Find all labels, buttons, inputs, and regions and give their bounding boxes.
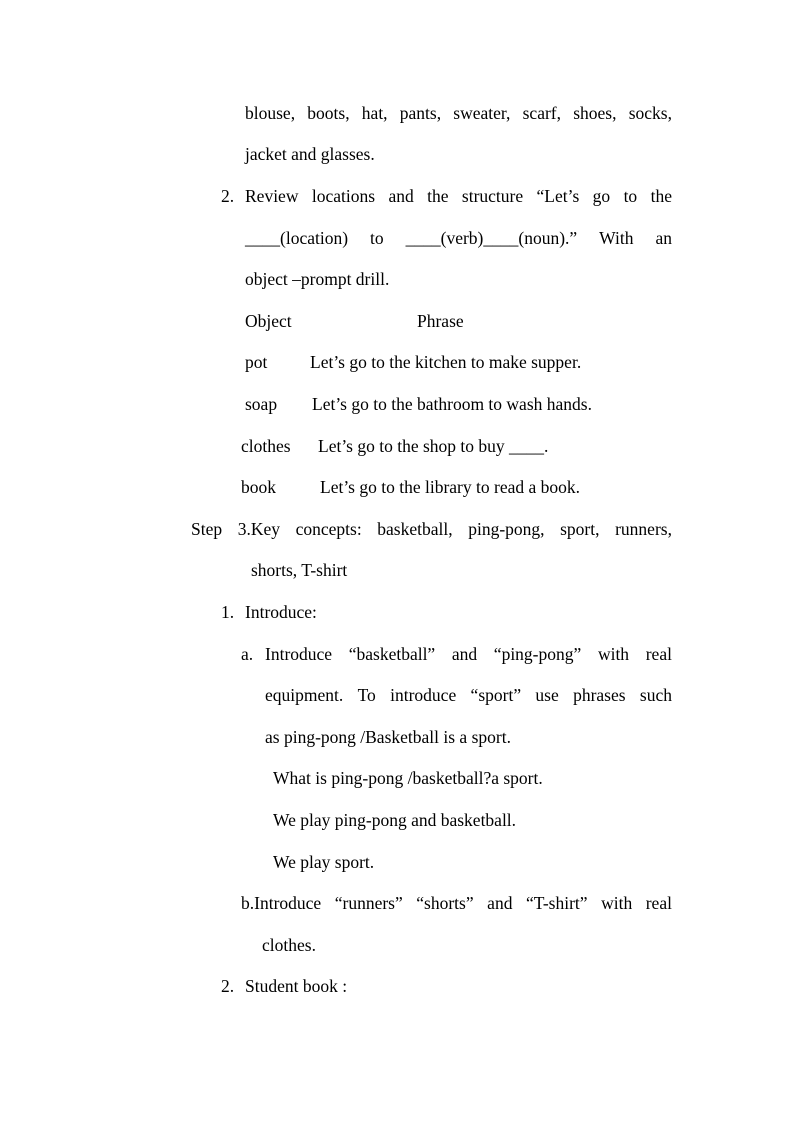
word: real xyxy=(645,893,672,913)
word: and xyxy=(388,186,414,206)
word: concepts: xyxy=(295,519,362,539)
word: To xyxy=(357,685,376,705)
word: shoes, xyxy=(573,103,617,123)
word: sport, xyxy=(560,519,600,539)
word: the xyxy=(427,186,449,206)
introduce-heading: Introduce: xyxy=(245,602,317,622)
word: “ping-pong” xyxy=(493,644,582,664)
list-number: 2. xyxy=(221,186,235,206)
word: socks, xyxy=(628,103,672,123)
sub-item-a-line-1 xyxy=(265,643,672,665)
example-sentence: We play ping-pong and basketball. xyxy=(273,810,517,830)
word: basketball, xyxy=(377,519,453,539)
table-row-phrase: Let’s go to the library to read a book. xyxy=(320,477,580,497)
list-number: 1. xyxy=(221,602,235,622)
table-row-phrase: Let’s go to the kitchen to make supper. xyxy=(310,352,582,372)
sub-item-b-line-1 xyxy=(241,892,672,914)
review-line-3: object –prompt drill. xyxy=(245,269,390,289)
word: and xyxy=(451,644,478,664)
word: with xyxy=(597,644,630,664)
table-row-object: pot xyxy=(245,352,268,372)
word: With xyxy=(599,228,634,248)
list-number: 2. xyxy=(221,976,235,996)
table-header-phrase: Phrase xyxy=(417,311,464,331)
table-row-phrase: Let’s go to the shop to buy ____. xyxy=(318,436,549,456)
clothing-list-line-2: jacket and glasses. xyxy=(245,144,375,164)
word: pants, xyxy=(399,103,442,123)
table-row-object: clothes xyxy=(241,436,291,456)
table-row-object: book xyxy=(241,477,276,497)
word: equipment. xyxy=(265,685,344,705)
review-line-1 xyxy=(245,185,672,207)
word: b.Introduce xyxy=(241,893,322,913)
example-sentence: We play sport. xyxy=(273,852,375,872)
word: such xyxy=(639,685,672,705)
word: “T-shirt” xyxy=(525,893,588,913)
word: with xyxy=(601,893,633,913)
word: ____(verb)____(noun).” xyxy=(405,228,578,248)
example-sentence: What is ping-pong /basketball?a sport. xyxy=(273,768,543,788)
word: real xyxy=(645,644,672,664)
word: ____(location) xyxy=(245,228,349,248)
sub-item-b-line-2: clothes. xyxy=(262,935,316,955)
word: 3.Key xyxy=(237,519,280,539)
student-book-heading: Student book : xyxy=(245,976,348,996)
word: Step xyxy=(191,519,223,539)
word: “basketball” xyxy=(348,644,436,664)
word: locations xyxy=(311,186,376,206)
sub-item-a-line-2 xyxy=(265,684,672,706)
word: hat, xyxy=(361,103,388,123)
word: phrases xyxy=(573,685,626,705)
word: introduce xyxy=(390,685,457,705)
table-header-object: Object xyxy=(245,311,292,331)
word: sweater, xyxy=(453,103,511,123)
word: runners, xyxy=(615,519,672,539)
word: to xyxy=(370,228,384,248)
word: Introduce xyxy=(265,644,333,664)
word: an xyxy=(655,228,672,248)
word: use xyxy=(535,685,559,705)
sub-list-letter: a. xyxy=(241,644,254,664)
word: the xyxy=(650,186,672,206)
sub-item-a-line-3: as ping-pong /Basketball is a sport. xyxy=(265,727,511,747)
table-row-object: soap xyxy=(245,394,278,414)
word: “sport” xyxy=(470,685,522,705)
table-row-phrase: Let’s go to the bathroom to wash hands. xyxy=(312,394,592,414)
word: “Let’s xyxy=(536,186,580,206)
word: to xyxy=(623,186,638,206)
step-3-continuation: shorts, T-shirt xyxy=(251,560,348,580)
word: scarf, xyxy=(522,103,562,123)
word: boots, xyxy=(307,103,350,123)
word: “runners” xyxy=(334,893,403,913)
word: structure xyxy=(461,186,524,206)
word: ping-pong, xyxy=(468,519,545,539)
review-line-2 xyxy=(245,227,672,249)
word: Review xyxy=(245,186,299,206)
word: and xyxy=(487,893,513,913)
clothing-list-line-1 xyxy=(245,102,672,124)
word: go xyxy=(592,186,611,206)
step-3-heading xyxy=(191,518,672,540)
word: blouse, xyxy=(245,103,296,123)
word: “shorts” xyxy=(416,893,474,913)
